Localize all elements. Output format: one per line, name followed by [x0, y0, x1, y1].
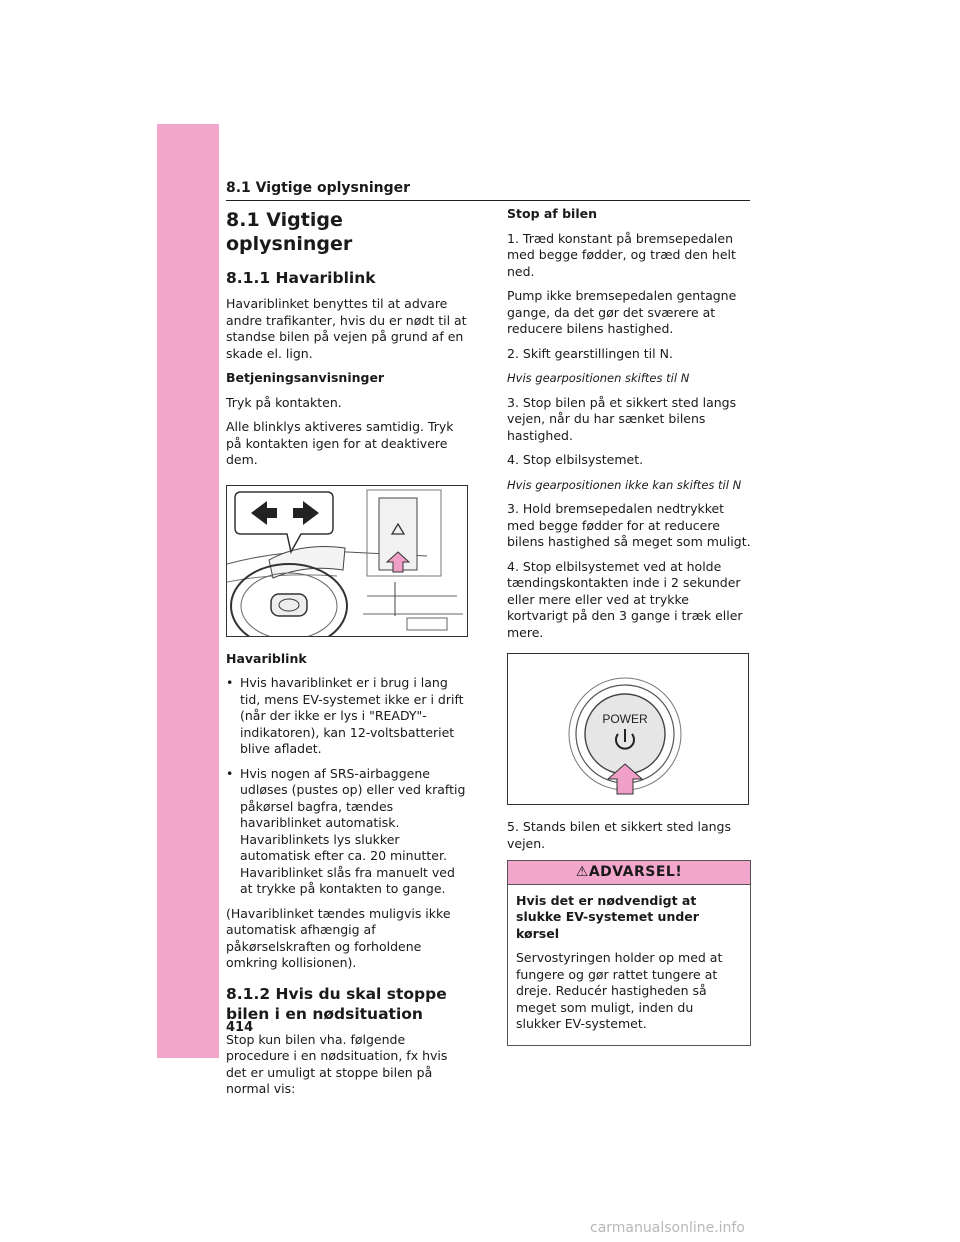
bullet-item: [226, 766, 470, 898]
power-button-drawing: [508, 654, 748, 804]
warning-body: [508, 885, 750, 1045]
figure-label-havariblink: Havariblink: [226, 650, 307, 666]
hazard-switch-illustration: [226, 485, 468, 637]
instruction-1: Tryk på kontakten.: [226, 394, 342, 410]
note-paragraph: (Havariblinket tændes muligvis ikke automatisk afhængig af påkørselskraften og forholdene omkring kollisionen).: [226, 905, 451, 970]
power-button-label: POWER: [602, 712, 648, 726]
right-column: [507, 206, 751, 1046]
bullet-text: Hvis havariblinket er i brug i lang tid, mens EV-systemet ikke er i drift (når der ikke er lys i "READY"-indikatoren), kan 12-voltsbatteriet blive afladet.: [240, 675, 464, 756]
instruction-2: Alle blinklys aktiveres samtidig. Tryk på kontakten igen for at deaktivere dem.: [226, 419, 454, 467]
step-4a: 4. Stop elbilsystemet.: [507, 452, 644, 467]
subsection-title-havariblink: 8.1.1 Havariblink: [226, 269, 376, 287]
warning-icon: ⚠: [575, 864, 589, 880]
page-number: 414: [226, 1020, 254, 1035]
subsection-title-emergency: 8.1.2 Hvis du skal stoppe bilen i en nødsituation: [226, 984, 447, 1023]
step-3a: 3. Stop bilen på et sikkert sted langs vejen, når du har sænket bilens hastighed.: [507, 394, 737, 443]
step-1: 1. Træd konstant på bremsepedalen med begge fødder, og træd den helt ned.: [507, 230, 736, 279]
step-4b: 4. Stop elbilsystemet ved at holde tændingskontakten inde i 2 sekunder eller mere eller ved at trykke kortvarigt på den 3 gange i træk eller mere.: [507, 558, 743, 640]
bullet-mark: •: [226, 765, 234, 781]
emergency-paragraph: Stop kun bilen vha. følgende procedure i en nødsituation, fx hvis det er umuligt at stoppe bilen på normal vis:: [226, 1031, 448, 1096]
running-header: 8.1 Vigtige oplysninger: [226, 180, 750, 201]
instructions-heading: Betjeningsanvisninger: [226, 370, 385, 385]
stop-heading: Stop af bilen: [507, 206, 597, 221]
step-5: 5. Stands bilen et sikkert sted langs vejen.: [507, 819, 732, 851]
warning-title: ADVARSEL!: [588, 864, 683, 880]
case-b-heading: Hvis gearpositionen ikke kan skiftes til N: [507, 477, 742, 492]
section-title: 8.1 Vigtige oplysninger: [226, 209, 353, 255]
side-tab: [157, 124, 219, 1058]
case-a-heading: Hvis gearpositionen skiftes til N: [507, 371, 690, 385]
power-button-illustration: [507, 653, 749, 805]
havariblink-bullets: [226, 675, 470, 898]
warning-box: [507, 860, 751, 1046]
step-2: 2. Skift gearstillingen til N.: [507, 345, 673, 361]
pump-note: Pump ikke bremsepedalen gentagne gange, da det gør det sværere at reducere bilens hastighed.: [507, 288, 737, 336]
bullet-item: [226, 675, 470, 758]
watermark: carmanualsonline.info: [590, 1220, 745, 1236]
intro-paragraph: Havariblinket benyttes til at advare andre trafikanter, hvis du er nødt til at standse bilen på vejen på grund af en skade el. lign.: [226, 296, 467, 361]
bullet-text: Hvis nogen af SRS-airbaggene udløses (pustes op) eller ved kraftig påkørsel bagfra, tændes havariblinket automatisk. Havariblinkets lys slukker automatisk efter ca. 20 minutter. Havariblinket slås fra manuelt ved at trykke på kontakten to gange.: [240, 765, 466, 896]
warning-header: [508, 861, 750, 885]
dashboard-drawing: [227, 486, 467, 636]
warning-heading: Hvis det er nødvendigt at slukke EV-systemet under kørsel: [516, 892, 699, 941]
left-column: [226, 206, 470, 1106]
bullet-mark: •: [226, 675, 234, 690]
step-3b: 3. Hold bremsepedalen nedtrykket med begge fødder for at reducere bilens hastighed så meget som muligt.: [507, 501, 751, 549]
warning-text: Servostyringen holder op med at fungere og gør rattet tungere at dreje. Reducér hastigheden så meget som muligt, inden du slukker EV-systemet.: [516, 950, 723, 1031]
